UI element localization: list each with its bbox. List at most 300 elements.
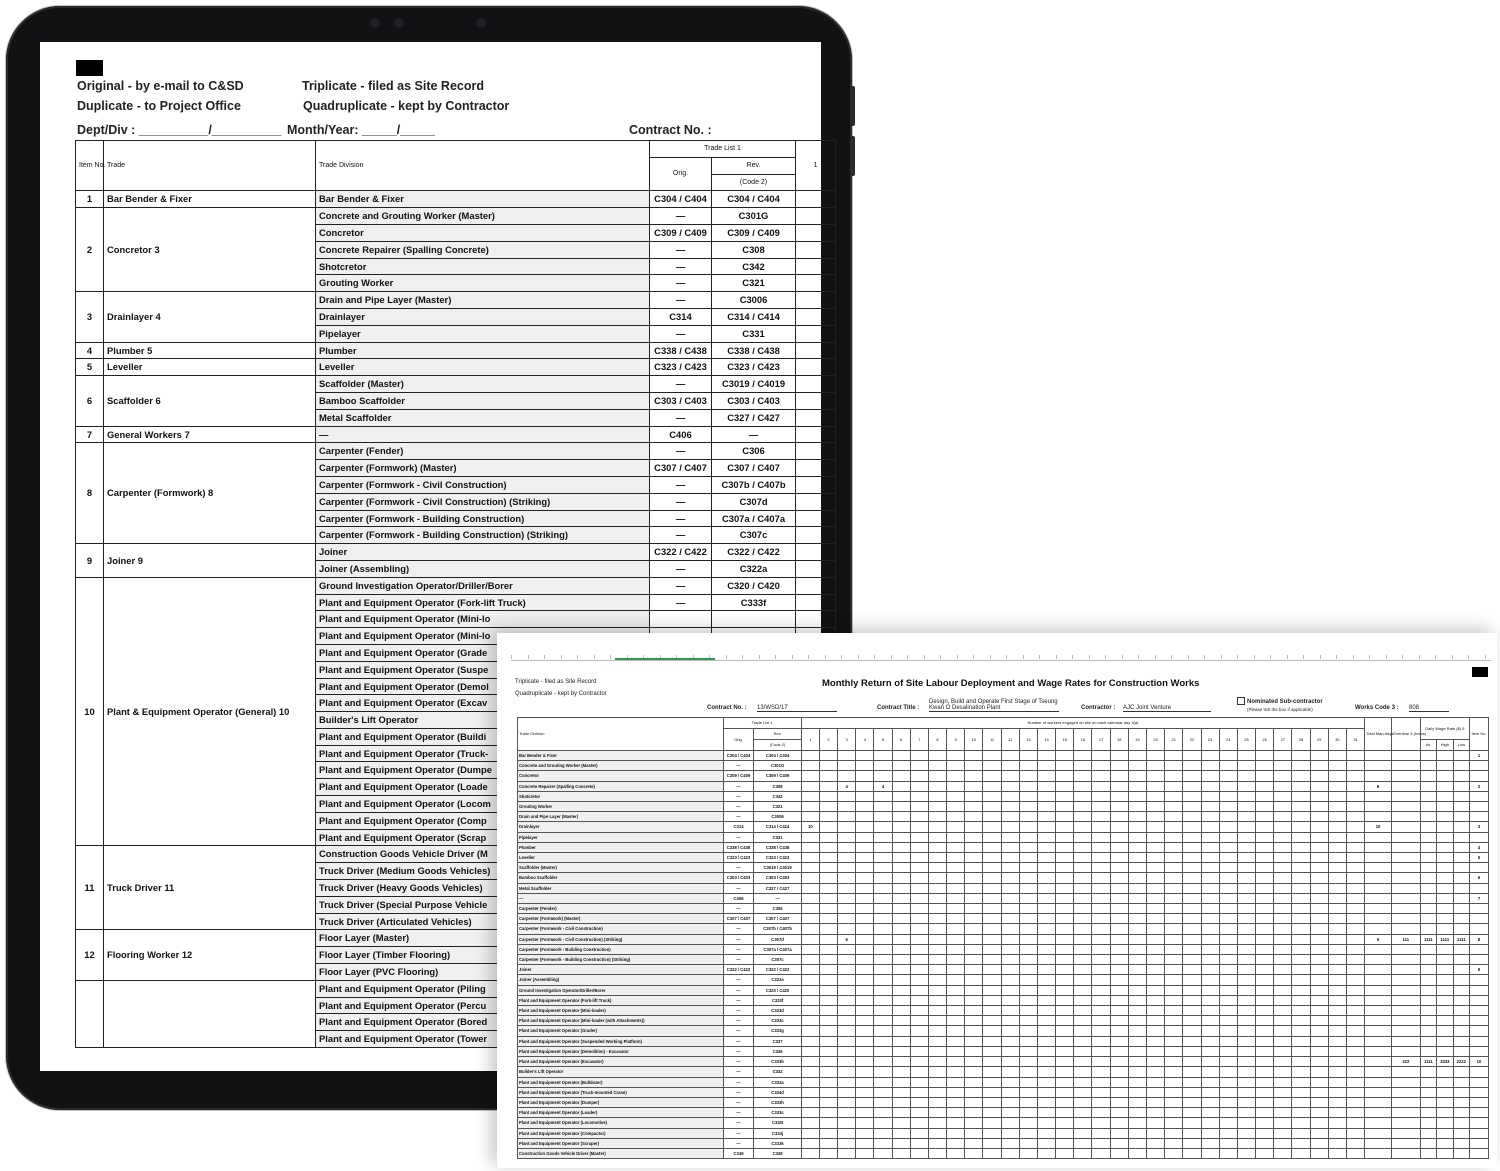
day-cell [965, 812, 983, 822]
day-cell [801, 985, 819, 995]
day-cell [838, 1016, 856, 1026]
item-no-cell [76, 980, 104, 1047]
day-cell [1128, 934, 1146, 944]
day-cell [1310, 822, 1328, 832]
day-cell [1219, 812, 1237, 822]
day-cell [1201, 812, 1219, 822]
day-cell [983, 873, 1001, 883]
ruler-tick [1105, 655, 1106, 659]
day-cell [965, 1036, 983, 1046]
trade-division-cell: Carpenter (Formwork - Civil Construction) [316, 476, 650, 493]
orig-code-cell: — [723, 1128, 754, 1138]
overtime-cell [1391, 873, 1420, 883]
day-cell [1201, 975, 1219, 985]
day-cell [801, 1067, 819, 1077]
day-cell [1128, 904, 1146, 914]
day-cell [983, 1006, 1001, 1016]
day-column: 4 [856, 729, 874, 751]
extra-cell [796, 292, 836, 309]
extra-cell [796, 510, 836, 527]
day-cell [1037, 1087, 1055, 1097]
day-cell [801, 802, 819, 812]
rev-code-cell: C349 [754, 1148, 801, 1158]
day-cell [1019, 955, 1037, 965]
day-cell [947, 771, 965, 781]
day-cell [983, 1057, 1001, 1067]
trade-cell: Concretor 3 [104, 208, 316, 292]
day-cell [801, 1036, 819, 1046]
col-low: Low [1453, 740, 1469, 751]
day-cell [1346, 1128, 1364, 1138]
trade-division-cell: Ground Investigation Operator/Driller/Borer [316, 577, 650, 594]
avg-wage-cell [1420, 761, 1436, 771]
high-wage-cell [1437, 893, 1453, 903]
total-cell [1365, 1097, 1392, 1107]
day-cell [1074, 944, 1092, 954]
day-cell [1219, 863, 1237, 873]
day-cell [983, 995, 1001, 1005]
day-column: 17 [1092, 729, 1110, 751]
day-cell [1237, 842, 1255, 852]
day-cell [1001, 1006, 1019, 1016]
day-cell [1074, 924, 1092, 934]
day-cell [856, 883, 874, 893]
day-cell [1019, 1128, 1037, 1138]
day-cell [892, 975, 910, 985]
col-total: Total Man-days [1365, 718, 1392, 751]
nominated-sub-checkbox[interactable] [1237, 697, 1245, 705]
day-cell [1001, 832, 1019, 842]
day-cell [1001, 1046, 1019, 1056]
item-no-cell: 5 [76, 359, 104, 376]
day-cell [1346, 842, 1364, 852]
col-overtime: Overtime 4 (hours) [1391, 718, 1420, 751]
orig-code-cell: — [650, 376, 712, 393]
day-cell [965, 883, 983, 893]
rev-code-cell: C336 [754, 1046, 801, 1056]
day-cell [874, 995, 892, 1005]
day-cell [983, 985, 1001, 995]
day-cell [1201, 934, 1219, 944]
day-cell [1074, 751, 1092, 761]
day-cell [1001, 944, 1019, 954]
day-cell [1110, 944, 1128, 954]
tablet-volume-button [850, 136, 855, 176]
day-cell [1219, 965, 1237, 975]
day-cell [1346, 975, 1364, 985]
day-cell [1074, 791, 1092, 801]
day-cell [1165, 985, 1183, 995]
day-cell [1256, 944, 1274, 954]
overtime-cell [1391, 853, 1420, 863]
day-cell [1256, 1148, 1274, 1158]
day-cell [1328, 1026, 1346, 1036]
avg-wage-cell [1420, 1148, 1436, 1158]
day-cell [1274, 791, 1292, 801]
day-cell [1183, 1046, 1201, 1056]
trade-division-cell: Plant and Equipment Operator (Grade [316, 644, 650, 661]
day-cell [1219, 1046, 1237, 1056]
day-cell [1092, 1016, 1110, 1026]
day-cell [1328, 924, 1346, 934]
rev-code-cell: C333j [754, 1128, 801, 1138]
day-cell [838, 1138, 856, 1148]
day-cell [838, 904, 856, 914]
day-cell [838, 1128, 856, 1138]
ruler-tick [1287, 655, 1288, 659]
camera-icon [476, 18, 486, 28]
day-cell [1292, 944, 1310, 954]
day-cell [1219, 985, 1237, 995]
orig-code-cell: C349 [723, 1148, 754, 1158]
day-cell [801, 1148, 819, 1158]
day-cell [1074, 761, 1092, 771]
day-cell [1165, 965, 1183, 975]
ruler-tick [792, 655, 793, 659]
day-cell [801, 1097, 819, 1107]
day-cell [1346, 1097, 1364, 1107]
avg-wage-cell [1420, 944, 1436, 954]
trade-division-cell: Plumber [518, 842, 724, 852]
day-cell [1019, 791, 1037, 801]
overtime-cell [1391, 1026, 1420, 1036]
low-wage-cell [1453, 1026, 1469, 1036]
orig-code-cell: — [650, 510, 712, 527]
day-cell [1328, 985, 1346, 995]
rev-code-cell: C334d [754, 1087, 801, 1097]
day-cell [856, 832, 874, 842]
high-wage-cell [1437, 904, 1453, 914]
day-cell [1274, 873, 1292, 883]
day-cell [910, 791, 928, 801]
day-cell [1256, 985, 1274, 995]
day-cell [819, 975, 837, 985]
day-cell [1128, 832, 1146, 842]
day-cell [1165, 1046, 1183, 1056]
day-cell [1019, 995, 1037, 1005]
day-column: 31 [1346, 729, 1364, 751]
day-cell [983, 1118, 1001, 1128]
day-cell [1183, 1087, 1201, 1097]
total-cell [1365, 955, 1392, 965]
day-cell [1056, 1087, 1074, 1097]
day-cell [1128, 1087, 1146, 1097]
day-cell [1201, 1006, 1219, 1016]
avg-wage-cell [1420, 832, 1436, 842]
orig-code-cell: C309 / C409 [650, 224, 712, 241]
day-cell [910, 1077, 928, 1087]
day-cell [892, 832, 910, 842]
day-cell [1237, 863, 1255, 873]
day-cell [1092, 1148, 1110, 1158]
day-cell [819, 1097, 837, 1107]
day-cell [1219, 802, 1237, 812]
day-cell [910, 1057, 928, 1067]
day-cell [1056, 883, 1074, 893]
day-cell [819, 761, 837, 771]
table-row [518, 1057, 1489, 1067]
ruler-tick [1155, 655, 1156, 659]
extra-cell [796, 376, 836, 393]
rev-code-cell: C338 / C438 [712, 342, 796, 359]
day-cell [1092, 822, 1110, 832]
col-item-no: Item No. [76, 141, 104, 191]
rev-code-cell: C309 / C409 [754, 771, 801, 781]
col-orig: Orig. [650, 157, 712, 191]
day-cell [1074, 781, 1092, 791]
ruler-tick [1303, 655, 1304, 659]
trade-division-cell: Truck Driver (Heavy Goods Vehicles) [316, 880, 650, 897]
avg-wage-cell [1420, 802, 1436, 812]
day-cell [1328, 1067, 1346, 1077]
extra-cell [796, 392, 836, 409]
orig-code-cell: — [723, 1026, 754, 1036]
trade-division-cell: Plant and Equipment Operator (Suspended Working Platform) [518, 1036, 724, 1046]
day-cell [1219, 914, 1237, 924]
day-cell [856, 853, 874, 863]
day-cell [838, 1118, 856, 1128]
day-cell [1310, 1108, 1328, 1118]
day-cell [1056, 1057, 1074, 1067]
table-row [518, 893, 1489, 903]
day-cell [856, 995, 874, 1005]
ruler-tick [759, 655, 760, 659]
day-cell [983, 1036, 1001, 1046]
day-cell [819, 1036, 837, 1046]
col-code: (Code 2) [754, 740, 801, 751]
day-cell [1310, 1057, 1328, 1067]
total-cell [1365, 791, 1392, 801]
contract-no-field: Contract No. : [629, 123, 712, 137]
total-cell [1365, 1006, 1392, 1016]
day-cell [947, 832, 965, 842]
day-cell [1328, 1128, 1346, 1138]
day-cell [965, 944, 983, 954]
overtime-cell [1391, 781, 1420, 791]
extra-cell [796, 426, 836, 443]
day-cell [1219, 904, 1237, 914]
day-cell [1274, 1026, 1292, 1036]
day-cell [1110, 1077, 1128, 1087]
day-cell [1292, 934, 1310, 944]
total-cell [1365, 995, 1392, 1005]
day-cell [1092, 751, 1110, 761]
low-wage-cell [1453, 965, 1469, 975]
table-row [518, 853, 1489, 863]
day-column: 22 [1183, 729, 1201, 751]
day-cell [1274, 771, 1292, 781]
copy-triplicate-note: Triplicate - filed as Site Record [302, 79, 485, 93]
day-cell [1237, 1108, 1255, 1118]
trade-division-cell: — [518, 893, 724, 903]
day-cell [1001, 934, 1019, 944]
day-cell [856, 1077, 874, 1087]
day-cell [838, 791, 856, 801]
day-cell [874, 1036, 892, 1046]
day-cell [1128, 863, 1146, 873]
item-no-cell: 3 [76, 292, 104, 342]
low-wage-cell: 1111 [1453, 934, 1469, 944]
day-cell [1201, 853, 1219, 863]
day-cell [965, 1128, 983, 1138]
ruler-tick [1237, 655, 1238, 659]
day-cell [819, 771, 837, 781]
day-cell [892, 1097, 910, 1107]
avg-wage-cell [1420, 1006, 1436, 1016]
day-cell [1256, 751, 1274, 761]
day-cell [965, 955, 983, 965]
day-cell [1328, 1036, 1346, 1046]
trade-division-cell: Plant and Equipment Operator (Buildi [316, 728, 650, 745]
extra-cell [796, 208, 836, 225]
trade-division-cell: Pipelayer [316, 325, 650, 342]
day-cell [1346, 771, 1364, 781]
orig-code-cell: — [723, 985, 754, 995]
ruler-tick [742, 655, 743, 659]
rev-code-cell: C301G [712, 208, 796, 225]
rev-code-cell: C342 [712, 258, 796, 275]
day-cell [1056, 975, 1074, 985]
day-cell [892, 883, 910, 893]
trade-division-cell: Concrete and Grouting Worker (Master) [316, 208, 650, 225]
day-cell [1110, 771, 1128, 781]
high-wage-cell [1437, 1128, 1453, 1138]
day-cell [928, 873, 946, 883]
avg-wage-cell [1420, 1036, 1436, 1046]
avg-wage-cell [1420, 1138, 1436, 1148]
day-cell [856, 1087, 874, 1097]
day-cell [838, 842, 856, 852]
day-cell [801, 781, 819, 791]
day-cell [1219, 761, 1237, 771]
table-row [518, 965, 1489, 975]
day-cell [965, 842, 983, 852]
day-cell [1165, 975, 1183, 985]
selection-bar [615, 658, 715, 660]
day-cell [1292, 873, 1310, 883]
orig-code-cell: — [723, 1118, 754, 1128]
trade-division-cell: Plant and Equipment Operator (Mini-loader (with Attachments)) [518, 1016, 724, 1026]
day-cell [1092, 1087, 1110, 1097]
day-cell [1037, 883, 1055, 893]
trade-division-cell: Concrete Repairer (Spalling Concrete) [518, 781, 724, 791]
day-cell [1201, 995, 1219, 1005]
day-cell [1056, 842, 1074, 852]
copy-original-note: Original - by e-mail to C&SD [77, 79, 244, 93]
day-cell [1092, 842, 1110, 852]
day-cell [928, 863, 946, 873]
table-row [518, 842, 1489, 852]
ruler-tick [1056, 655, 1057, 659]
day-cell [1092, 893, 1110, 903]
day-cell [1019, 812, 1037, 822]
day-cell [819, 985, 837, 995]
table-row [76, 544, 836, 561]
day-cell [1110, 995, 1128, 1005]
day-cell [874, 802, 892, 812]
day-cell [1147, 1077, 1165, 1087]
overtime-cell [1391, 975, 1420, 985]
day-cell [1128, 761, 1146, 771]
day-cell [1056, 1148, 1074, 1158]
overtime-cell [1391, 863, 1420, 873]
day-cell [856, 1057, 874, 1067]
day-cell [947, 1138, 965, 1148]
day-cell [1019, 1108, 1037, 1118]
day-cell [965, 1108, 983, 1118]
day-cell [1128, 873, 1146, 883]
day-cell [1256, 832, 1274, 842]
day-cell [874, 1006, 892, 1016]
day-cell [1074, 883, 1092, 893]
day-cell [892, 771, 910, 781]
day-cell [928, 1057, 946, 1067]
day-cell [1256, 883, 1274, 893]
day-cell [856, 751, 874, 761]
total-cell [1365, 1067, 1392, 1077]
day-cell [947, 842, 965, 852]
extra-cell [796, 308, 836, 325]
day-cell [1056, 934, 1074, 944]
rev-code-cell: C306 [712, 443, 796, 460]
table-row [518, 1128, 1489, 1138]
day-cell [947, 1046, 965, 1056]
table-row [518, 761, 1489, 771]
day-cell [856, 781, 874, 791]
table-row [76, 359, 836, 376]
day-cell [1328, 853, 1346, 863]
day-cell [819, 965, 837, 975]
day-cell [1147, 802, 1165, 812]
day-cell [1074, 822, 1092, 832]
day-cell [1128, 802, 1146, 812]
overtime-cell [1391, 1138, 1420, 1148]
low-wage-cell [1453, 1006, 1469, 1016]
day-cell [1292, 751, 1310, 761]
day-cell [1165, 832, 1183, 842]
day-cell [1292, 761, 1310, 771]
day-cell [983, 761, 1001, 771]
day-cell [1110, 802, 1128, 812]
day-cell [1128, 1006, 1146, 1016]
day-cell [801, 995, 819, 1005]
orig-code-cell: C304 / C404 [723, 751, 754, 761]
rev-code-cell: C306 [754, 904, 801, 914]
day-cell [1001, 1087, 1019, 1097]
day-cell [1346, 1067, 1364, 1077]
day-cell [1310, 791, 1328, 801]
day-cell [1274, 985, 1292, 995]
day-cell [1237, 914, 1255, 924]
day-cell [1219, 1148, 1237, 1158]
day-cell [892, 1016, 910, 1026]
item-no-cell [1470, 924, 1489, 934]
day-cell [1274, 914, 1292, 924]
day-cell [892, 985, 910, 995]
day-cell [892, 1057, 910, 1067]
avg-wage-cell [1420, 1016, 1436, 1026]
orig-code-cell [650, 611, 712, 628]
day-cell [801, 1118, 819, 1128]
day-cell [1019, 1138, 1037, 1148]
day-cell [1092, 955, 1110, 965]
day-cell: 4 [874, 781, 892, 791]
day-cell [874, 1016, 892, 1026]
item-no-cell: 9 [1470, 965, 1489, 975]
day-cell [1237, 1026, 1255, 1036]
rev-code-cell: C3019 / C4019 [754, 863, 801, 873]
overtime-cell [1391, 802, 1420, 812]
